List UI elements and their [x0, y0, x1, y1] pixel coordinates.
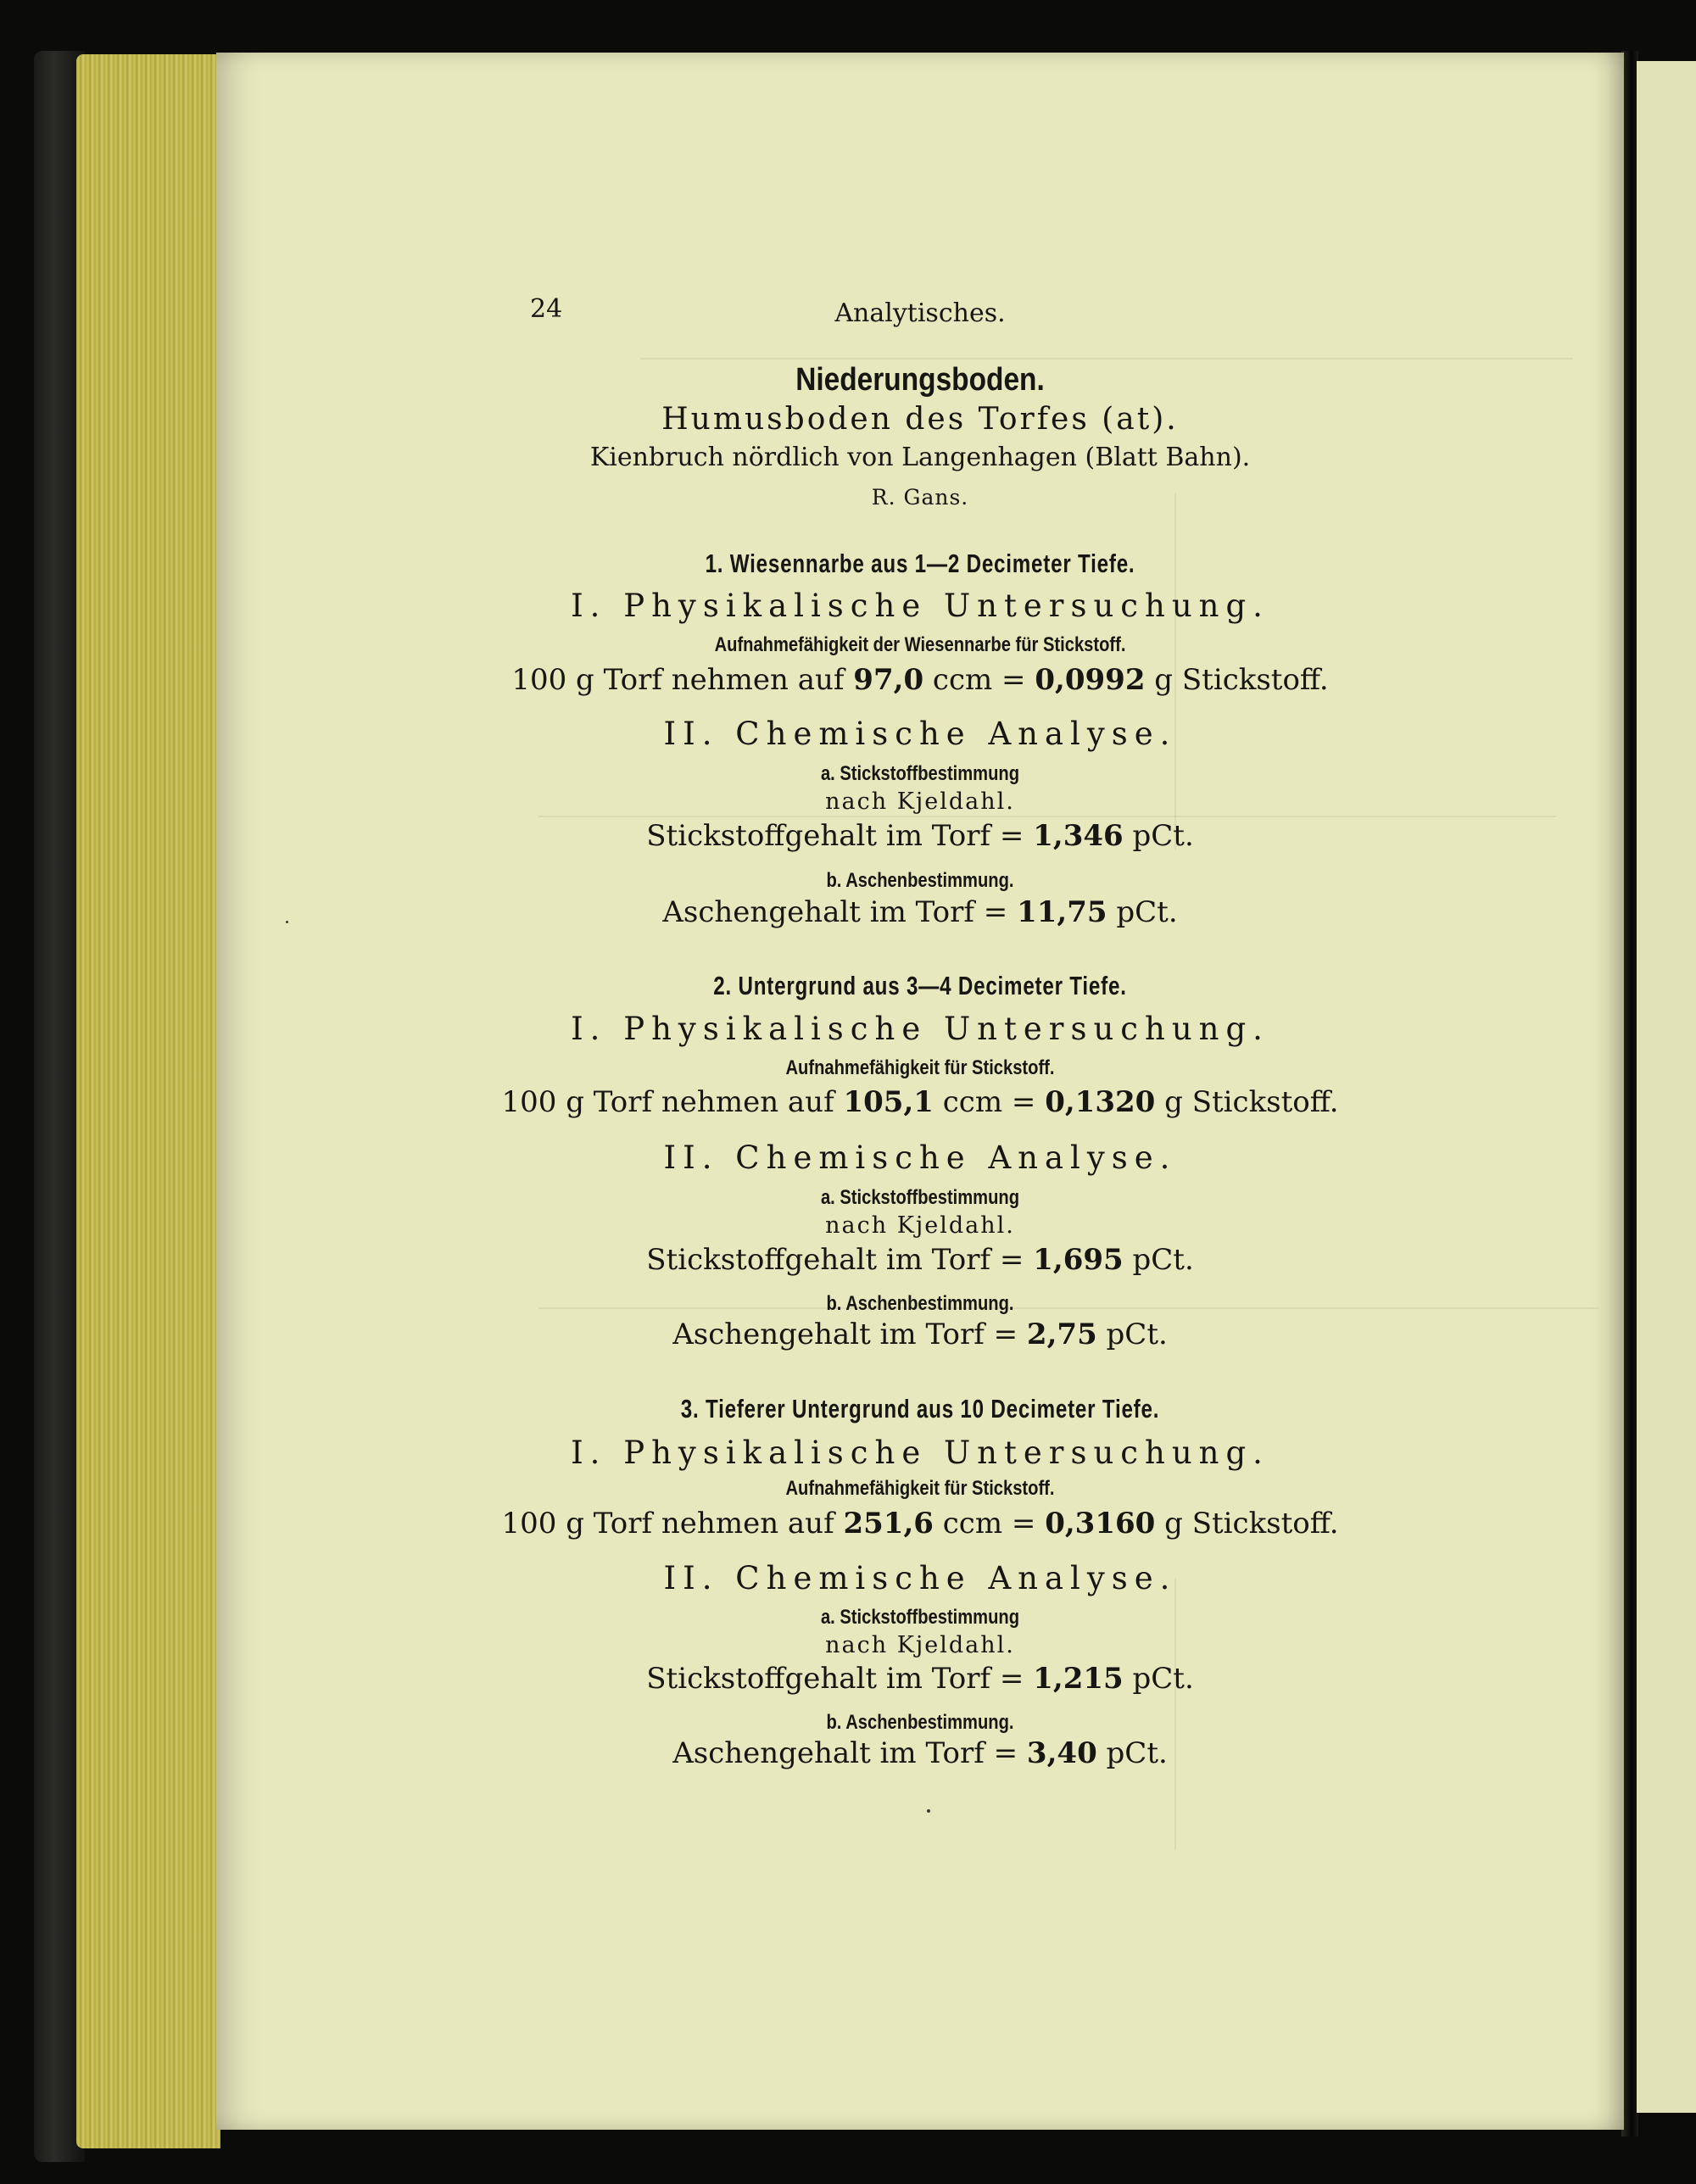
nitrogen-result: Stickstoffgehalt im Torf = 1,346 pCt.: [646, 819, 1194, 853]
book-page: [216, 53, 1624, 2130]
location-line: Kienbruch nördlich von Langenhagen (Blatt Bahn).: [589, 443, 1251, 472]
physical-title: I. Physikalische Untersuchung.: [571, 1435, 1269, 1471]
book-gutter: [1621, 51, 1638, 2137]
method-line: nach Kjeldahl.: [825, 788, 1015, 815]
absorption-result: 100 g Torf nehmen auf 251,6 ccm = 0,3160 g Stickstoff.: [501, 1507, 1339, 1540]
nitrogen-result: Stickstoffgehalt im Torf = 1,695 pCt.: [646, 1243, 1194, 1277]
chemical-title: II. Chemische Analyse.: [663, 1139, 1177, 1176]
author-line: R. Gans.: [871, 485, 969, 510]
ash-result: Aschengehalt im Torf = 2,75 pCt.: [672, 1318, 1168, 1351]
nitrogen-heading: a. Stickstoffbestimmung: [820, 1606, 1020, 1629]
absorption-result: 100 g Torf nehmen auf 97,0 ccm = 0,0992 g Stickstoff.: [511, 663, 1329, 697]
ash-heading: b. Aschenbestimmung.: [826, 869, 1014, 892]
running-head: Analytisches.: [834, 298, 1006, 328]
chemical-title: II. Chemische Analyse.: [663, 1560, 1177, 1596]
nitrogen-heading: a. Stickstoffbestimmung: [820, 762, 1020, 785]
section-heading: 2. Untergrund aus 3—4 Decimeter Tiefe.: [713, 971, 1127, 1000]
method-line: nach Kjeldahl.: [825, 1212, 1015, 1239]
ash-heading: b. Aschenbestimmung.: [826, 1711, 1014, 1734]
page-subtitle: Humusboden des Torfes (at).: [661, 402, 1179, 437]
page-title: Niederungsboden.: [795, 362, 1045, 398]
chemical-title: II. Chemische Analyse.: [663, 716, 1177, 752]
method-line: nach Kjeldahl.: [825, 1632, 1015, 1658]
physical-title: I. Physikalische Untersuchung.: [571, 588, 1269, 624]
page-number: 24: [530, 294, 563, 324]
ink-speck: [286, 921, 288, 923]
ink-speck: [927, 1809, 930, 1813]
nitrogen-result: Stickstoffgehalt im Torf = 1,215 pCt.: [646, 1662, 1194, 1696]
facing-page-edge: [1637, 61, 1696, 2113]
section-heading: 3. Tieferer Untergrund aus 10 Decimeter Tiefe.: [680, 1394, 1160, 1424]
nitrogen-heading: a. Stickstoffbestimmung: [820, 1186, 1020, 1209]
section-heading: 1. Wiesennarbe aus 1—2 Decimeter Tiefe.: [705, 549, 1135, 578]
physical-title: I. Physikalische Untersuchung.: [571, 1011, 1269, 1047]
page-edges: [76, 54, 220, 2148]
ash-result: Aschengehalt im Torf = 11,75 pCt.: [662, 895, 1178, 929]
absorption-result: 100 g Torf nehmen auf 105,1 ccm = 0,1320 g Stickstoff.: [501, 1085, 1339, 1119]
ash-result: Aschengehalt im Torf = 3,40 pCt.: [672, 1736, 1168, 1770]
ash-heading: b. Aschenbestimmung.: [826, 1292, 1014, 1315]
physical-subtitle: Aufnahmefähigkeit für Stickstoff.: [785, 1056, 1055, 1079]
physical-subtitle: Aufnahmefähigkeit der Wiesennarbe für Stickstoff.: [714, 633, 1126, 656]
physical-subtitle: Aufnahmefähigkeit für Stickstoff.: [785, 1477, 1055, 1500]
